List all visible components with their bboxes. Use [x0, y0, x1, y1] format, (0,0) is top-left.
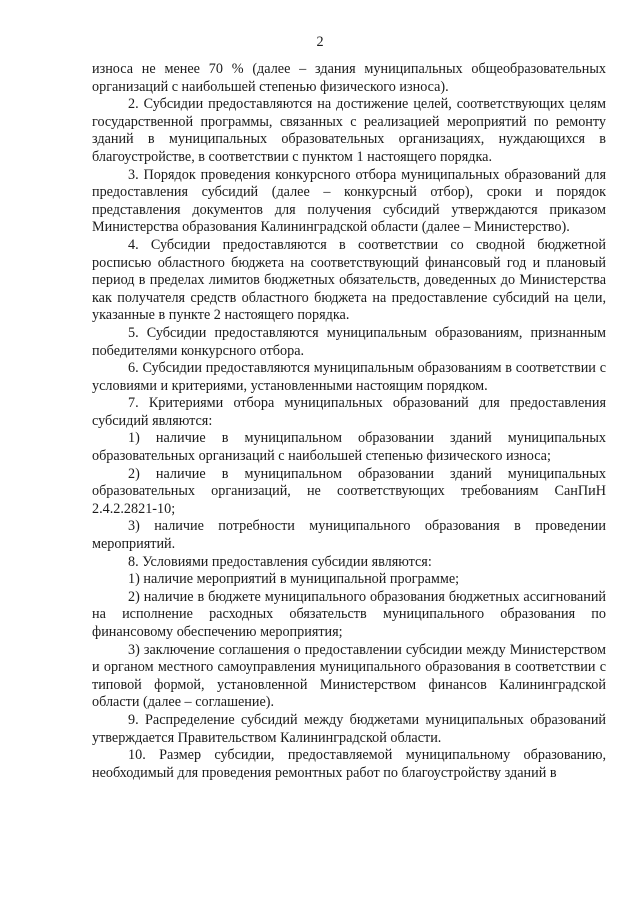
paragraph-continuation: износа не менее 70 % (далее – здания муниципальных общеобразовательных организаций с наибольшей степенью физического износа). [92, 61, 606, 95]
conditions-subitem-2: 2) наличие в бюджете муниципального образования бюджетных ассигнований на исполнение расходных обязательств муниципального образования по финансовому обеспечению мероприятия; [92, 588, 606, 640]
paragraph-item-9: 9. Распределение субсидий между бюджетами муниципальных образований утверждается Правительством Калининградской области. [92, 711, 606, 746]
page-number: 2 [316, 34, 324, 50]
paragraph-item-8: 8. Условиями предоставления субсидии являются: [128, 553, 432, 570]
document-body [92, 61, 606, 782]
paragraph-item-5: 5. Субсидии предоставляются муниципальным образованиям, признанным победителями конкурсного отбора. [92, 324, 606, 359]
paragraph-item-6: 6. Субсидии предоставляются муниципальным образованиям в соответствии с условиями и критериями, установленными настоящим порядком. [92, 360, 606, 394]
paragraph-item-7: 7. Критериями отбора муниципальных образований для предоставления субсидий являются: [92, 395, 606, 429]
criteria-subitem-2: 2) наличие в муниципальном образовании зданий муниципальных образовательных организаций, не соответствующих требованиям СанПиН 2.4.2.2821-10; [92, 465, 606, 517]
paragraph-item-10: 10. Размер субсидии, предоставляемой муниципальному образованию, необходимый для проведения ремонтных работ по благоустройству зданий в [92, 747, 606, 781]
conditions-subitem-1: 1) наличие мероприятий в муниципальной программе; [128, 571, 460, 588]
paragraph-item-3: 3. Порядок проведения конкурсного отбора муниципальных образований для предоставления субсидий (далее – конкурсный отбор), сроки и порядок представления документов для получения субсидий утверждаются приказом Министерства образования Калининградской области (далее – Министерство). [92, 166, 606, 236]
paragraph-item-2: 2. Субсидии предоставляются на достижение целей, соответствующих целям государственной программы, связанных с реализацией мероприятий по ремонту зданий в муниципальных образовательных организациях, нуждающихся в благоустройстве, в соответствии с пунктом 1 настоящего порядка. [92, 96, 606, 165]
criteria-subitem-1: 1) наличие в муниципальном образовании зданий муниципальных образовательных организаций с наибольшей степенью физического износа; [92, 430, 606, 465]
criteria-subitem-3: 3) наличие потребности муниципального образования в проведении мероприятий. [92, 518, 606, 553]
paragraph-item-4: 4. Субсидии предоставляются в соответствии со сводной бюджетной росписью областного бюджета на соответствующий финансовый год и плановый период в пределах лимитов бюджетных обязательств, доведенных до Министерства как получателя средств областного бюджета на предоставление субсидий на цели, указанные в пункте 2 настоящего порядка. [92, 236, 606, 324]
conditions-subitem-3: 3) заключение соглашения о предоставлении субсидии между Министерством и органом местного самоуправления муниципального образования в соответствии с типовой формой, установленной Министерством финансов Калининградской области (далее – соглашение). [92, 641, 606, 711]
